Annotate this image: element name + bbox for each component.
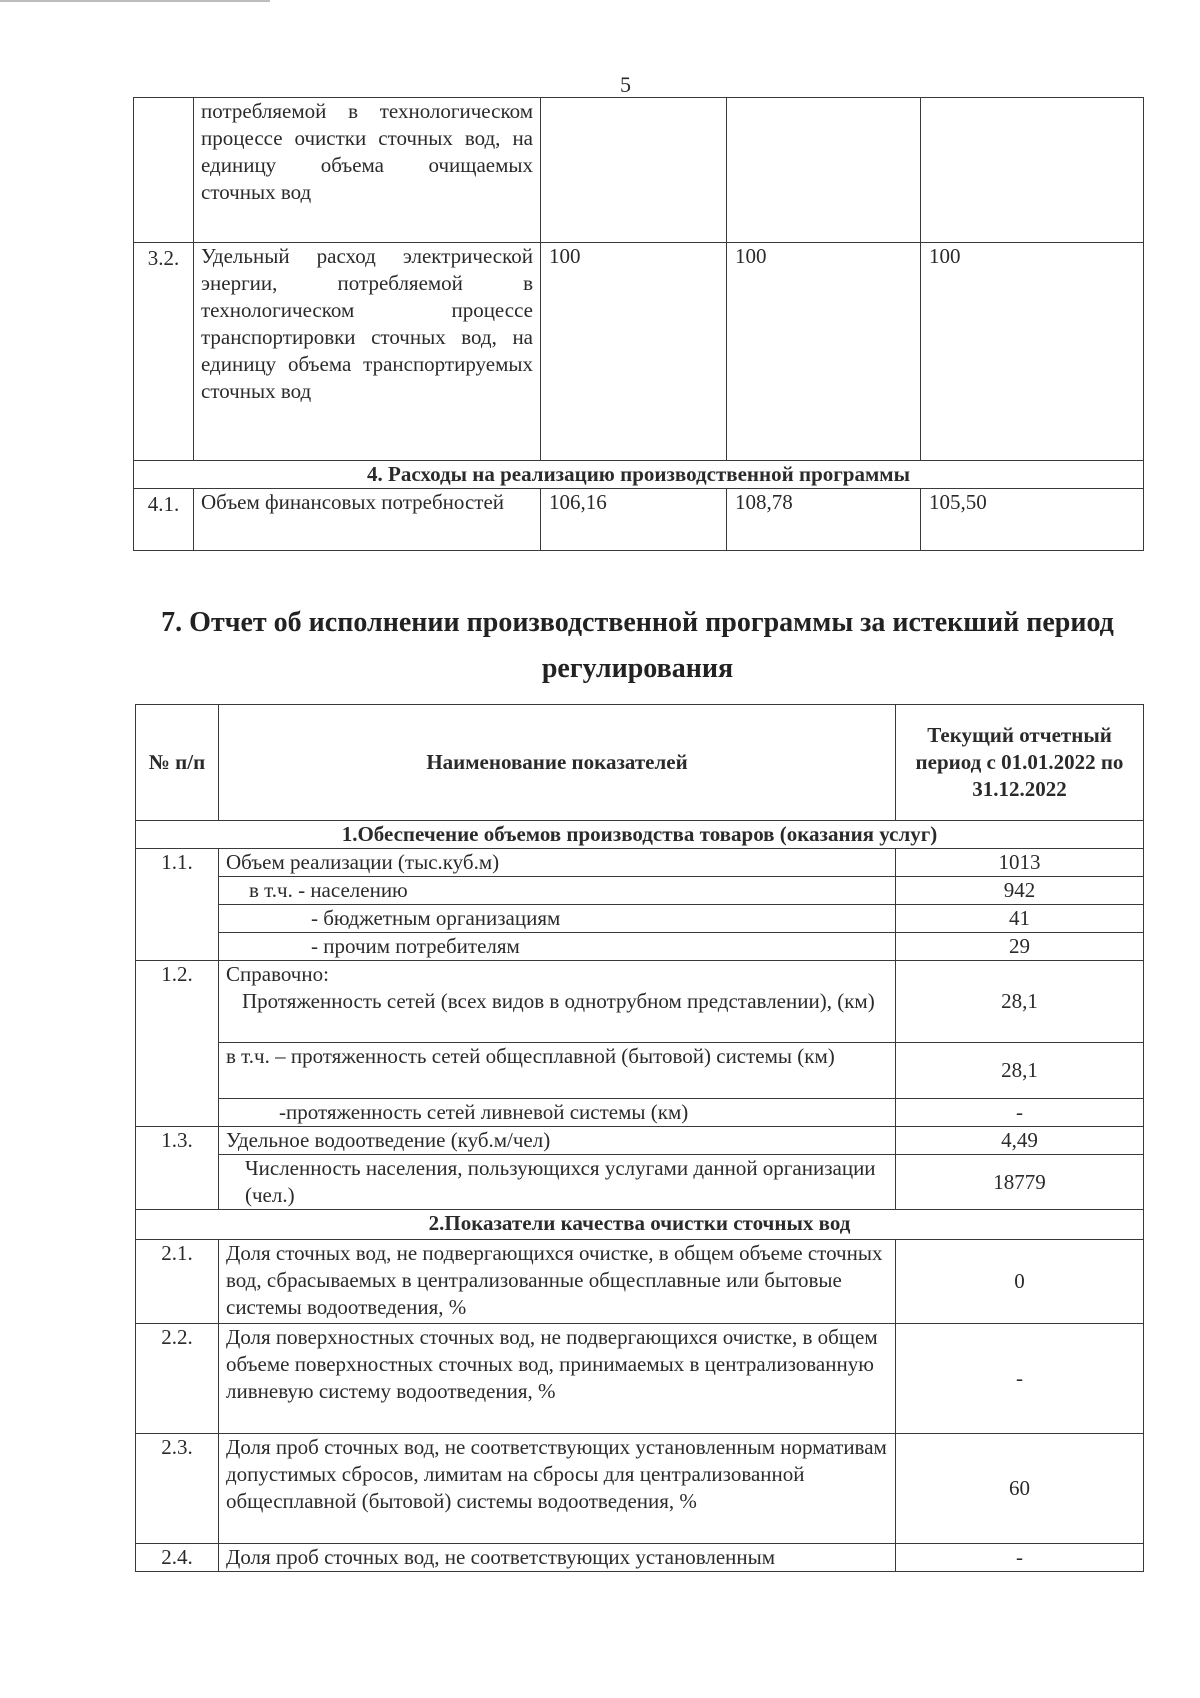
table-row [136, 1127, 1144, 1155]
row-name: Объем реализации (тыс.куб.м) [219, 849, 896, 877]
row-value: - [896, 1544, 1144, 1572]
scan-edge-mark [0, 0, 270, 2]
row-value-2 [727, 98, 921, 243]
row-value-1: 100 [541, 243, 727, 461]
row-value-1 [541, 98, 727, 243]
row-name: Доля проб сточных вод, не соответствующих установленным нормативам допустимых сбросов, лимитам на сбросы для централизованной общесплавной (бытовой) системы водоотведения, % [219, 1434, 896, 1544]
section-heading: 2.Показатели качества очистки сточных вод [136, 1210, 1144, 1240]
row-value-3: 105,50 [921, 489, 1144, 551]
row-number: 1.2. [136, 961, 219, 1127]
row-number [134, 98, 194, 243]
row-name: Удельное водоотведение (куб.м/чел) [219, 1127, 896, 1155]
row-name: Удельный расход электрической энергии, потребляемой в технологическом процессе транспортировки сточных вод, на единицу объема транспортируемых сточных вод [194, 243, 541, 461]
row-value-3: 100 [921, 243, 1144, 461]
row-value-2: 108,78 [727, 489, 921, 551]
section-heading: 1.Обеспечение объемов производства товаров (оказания услуг) [136, 821, 1144, 849]
row-value: 29 [896, 933, 1144, 961]
row-value-1: 106,16 [541, 489, 727, 551]
row-value: 28,1 [896, 1043, 1144, 1099]
row-name: Численность населения, пользующихся услугами данной организации (чел.) [219, 1155, 896, 1210]
row-number: 1.1. [136, 849, 219, 961]
table-row [136, 1043, 1144, 1099]
row-name: в т.ч. – протяженность сетей общесплавной (бытовой) системы (км) [219, 1043, 896, 1099]
header-name: Наименование показателей [219, 705, 896, 821]
row-value: 0 [896, 1240, 1144, 1324]
section-title: 7. Отчет об исполнении производственной программы за истекший период регулирования [161, 607, 1114, 684]
row-value: 41 [896, 905, 1144, 933]
report-table [135, 704, 1144, 1572]
table-row [134, 243, 1144, 461]
table-row [136, 1099, 1144, 1127]
row-number: 2.3. [136, 1434, 219, 1544]
row-name: потребляемой в технологическом процессе очистки сточных вод, на единицу объема очищаемых сточных вод [194, 98, 541, 243]
row-value: 1013 [896, 849, 1144, 877]
indicators-table-continued [133, 97, 1144, 551]
row-value: 4,49 [896, 1127, 1144, 1155]
table-row [136, 1544, 1144, 1572]
row-number: 4.1. [134, 489, 194, 551]
row-name: Доля проб сточных вод, не соответствующих установленным [219, 1544, 896, 1572]
row-value-2: 100 [727, 243, 921, 461]
section-heading: 4. Расходы на реализацию производственной программы [134, 461, 1144, 489]
row-name: Доля сточных вод, не подвергающихся очистке, в общем объеме сточных вод, сбрасываемых в централизованные общесплавные или бытовые системы водоотведения, % [219, 1240, 896, 1324]
table-row [136, 1324, 1144, 1434]
row-name: -протяженность сетей ливневой системы (км) [219, 1099, 896, 1127]
header-period: Текущий отчетный период с 01.01.2022 по 31.12.2022 [896, 705, 1144, 821]
row-number: 2.4. [136, 1544, 219, 1572]
row-value: - [896, 1099, 1144, 1127]
table-row [136, 1155, 1144, 1210]
row-value: 60 [896, 1434, 1144, 1544]
table-row [134, 489, 1144, 551]
row-name [219, 961, 896, 1043]
row-number: 2.2. [136, 1324, 219, 1434]
row-name: - прочим потребителям [219, 933, 896, 961]
row-name: - бюджетным организациям [219, 905, 896, 933]
table-row [136, 1240, 1144, 1324]
table-row [136, 905, 1144, 933]
row-value: 942 [896, 877, 1144, 905]
row-number: 3.2. [134, 243, 194, 461]
row-name: в т.ч. - населению [219, 877, 896, 905]
table-header [136, 705, 1144, 821]
header-number: № п/п [136, 705, 219, 821]
row-name: Доля поверхностных сточных вод, не подвергающихся очистке, в общем объеме поверхностных сточных вод, принимаемых в централизованную ливневую систему водоотведения, % [219, 1324, 896, 1434]
section-row [134, 461, 1144, 489]
table-row [134, 98, 1144, 243]
row-name: Объем финансовых потребностей [194, 489, 541, 551]
section-row [136, 821, 1144, 849]
table-row [136, 933, 1144, 961]
row-number: 1.3. [136, 1127, 219, 1210]
row-value-3 [921, 98, 1144, 243]
section-row [136, 1210, 1144, 1240]
row-value: 28,1 [896, 961, 1144, 1043]
table-row [136, 877, 1144, 905]
table-row [136, 849, 1144, 877]
page-number: 5 [620, 72, 631, 97]
row-value: 18779 [896, 1155, 1144, 1210]
table-row [136, 961, 1144, 1043]
row-value: - [896, 1324, 1144, 1434]
row-number: 2.1. [136, 1240, 219, 1324]
row-name-line: Протяженность сетей (всех видов в однотрубном представлении), (км) [242, 989, 875, 1013]
row-name-line: Справочно: [226, 962, 329, 986]
table-row [136, 1434, 1144, 1544]
